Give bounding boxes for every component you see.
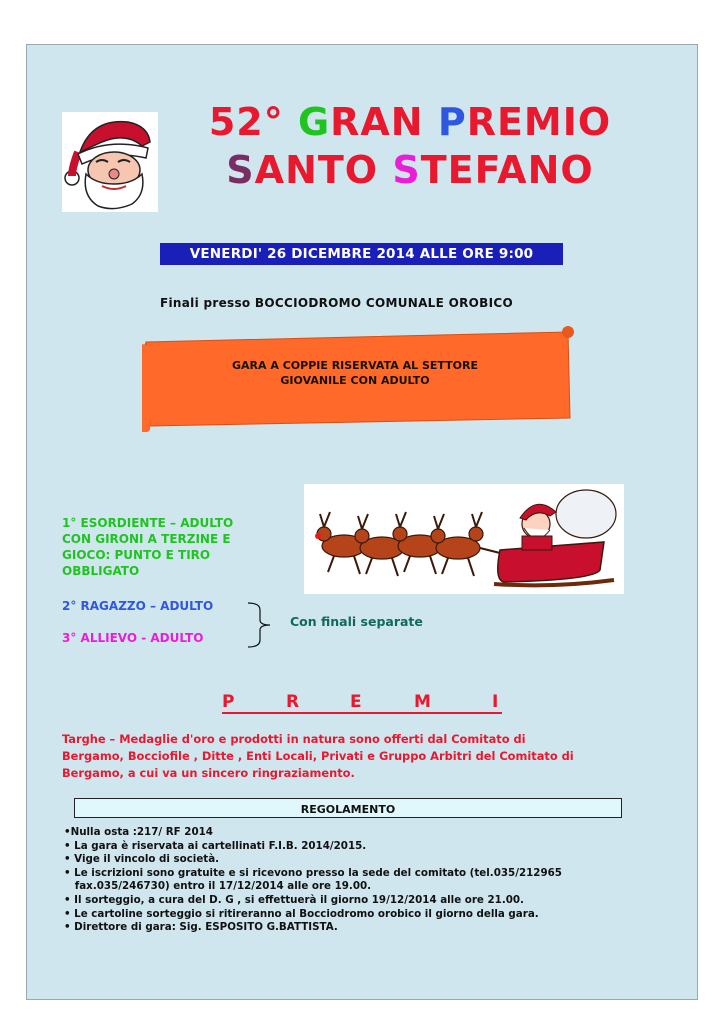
prizes-line: Bergamo, Bocciofile , Ditte , Enti Locali, Privati e Gruppo Arbitri del Comitato di (62, 749, 574, 763)
rule-item: • Vige il vincolo di società. (64, 853, 220, 866)
category-line: CON GIRONI A TERZINE E (62, 532, 231, 546)
rule-item: • Direttore di gara: Sig. ESPOSITO G.BATTISTA. (64, 921, 338, 934)
title-part: S (392, 148, 421, 192)
regolamento-list (64, 826, 664, 935)
title-part: 52° (208, 100, 298, 144)
title-part: P (437, 100, 467, 144)
category-esordiente (62, 515, 272, 579)
premi-letter: E (350, 692, 362, 712)
scroll-line: GIOVANILE CON ADULTO (280, 374, 430, 387)
brace-icon (246, 602, 274, 648)
title-part: G (297, 100, 331, 144)
rule-item: •Nulla osta :217/ RF 2014 (64, 826, 213, 838)
title-part: S (226, 148, 255, 192)
santa-face-icon (62, 112, 158, 212)
finals-note: Con finali separate (290, 614, 423, 629)
regolamento-heading: REGOLAMENTO (74, 798, 622, 818)
venue-line: Finali presso BOCCIODROMO COMUNALE OROBICO (160, 296, 513, 310)
premi-heading (222, 692, 502, 714)
scroll-line: GARA A COPPIE RISERVATA AL SETTORE (232, 359, 478, 372)
premi-letter: R (286, 692, 300, 712)
category-line: 1° ESORDIENTE – ADULTO (62, 516, 234, 530)
category-ragazzo: 2° RAGAZZO – ADULTO (62, 599, 214, 613)
event-title-line-1 (150, 100, 670, 144)
title-part: REMIO (466, 100, 612, 144)
premi-letter: M (414, 692, 431, 712)
premi-underline (222, 712, 502, 714)
rule-item: • Il sorteggio, a cura del D. G , si effettuerà il giorno 19/12/2014 alle ore 21.00. (64, 893, 524, 906)
prizes-line: Bergamo, a cui va un sincero ringraziamento. (62, 766, 355, 780)
event-date: VENERDI' 26 DICEMBRE 2014 ALLE ORE 9:00 (161, 244, 562, 264)
santa-sleigh-reindeer-icon (304, 484, 624, 594)
title-part: ANTO (254, 148, 393, 192)
title-part: RAN (330, 100, 438, 144)
category-line: GIOCO: PUNTO E TIRO (62, 548, 211, 562)
event-title-line-2 (150, 148, 670, 192)
rule-item: • La gara è riservata ai cartellinati F.I.B. 2014/2015. (64, 839, 367, 852)
title-part: TEFANO (420, 148, 594, 192)
category-allievo: 3° ALLIEVO - ADULTO (62, 631, 204, 645)
premi-letter: P (222, 692, 235, 712)
category-line: OBBLIGATO (62, 564, 140, 578)
scroll-banner-text (165, 358, 545, 388)
rule-item: • Le iscrizioni sono gratuite e si ricevono presso la sede del comitato (tel.035/212965 (64, 866, 562, 879)
premi-letter: I (492, 692, 499, 712)
rule-item: fax.035/246730) entro il 17/12/2014 alle ore 19.00. (64, 880, 372, 893)
prizes-line: Targhe – Medaglie d'oro e prodotti in natura sono offerti dal Comitato di (62, 732, 526, 746)
prizes-text (62, 731, 662, 782)
rule-item: • Le cartoline sorteggio si ritireranno al Bocciodromo orobico il giorno della gara. (64, 907, 539, 920)
